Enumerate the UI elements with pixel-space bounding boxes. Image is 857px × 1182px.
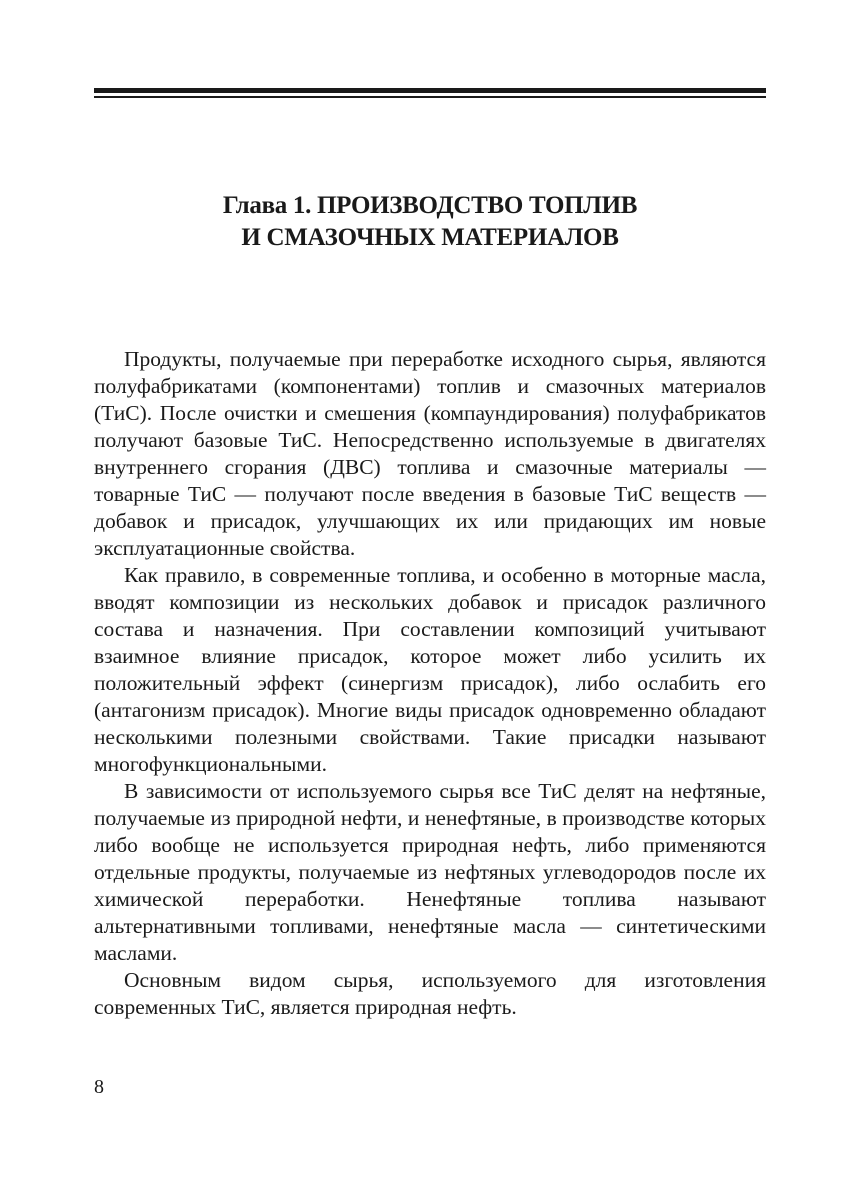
paragraph-1: Продукты, получаемые при переработке исходного сырья, являются полуфабрикатами (компонентами) топлив и смазочных материалов (ТиС). После очистки и смешения (компаундирования) полуфабрикатов получают базовые ТиС. Непосредственно используемые в двигателях внутреннего сгорания (ДВС) топлива и смазочные материалы — товарные ТиС — получают после введения в базовые ТиС веществ — добавок и присадок, улучшающих их или придающих им новые эксплуатационные свойства. — [94, 347, 766, 560]
paragraph-4: Основным видом сырья, используемого для изготовления современных ТиС, является природная нефть. — [94, 968, 766, 1019]
chapter-title-line-2: И СМАЗОЧНЫХ МАТЕРИАЛОВ — [241, 224, 619, 251]
paragraph-3: В зависимости от используемого сырья все ТиС делят на нефтяные, получаемые из природной нефти, и ненефтяные, в производстве которых либо вообще не используется природная нефть, либо применяются отдельные продукты, получаемые из нефтяных углеводородов после их химической переработки. Ненефтяные топлива называют альтернативными топливами, ненефтяные масла — синтетическими маслами. — [94, 779, 766, 965]
chapter-title-line-1: Глава 1. ПРОИЗВОДСТВО ТОПЛИВ — [222, 192, 638, 219]
paragraph-2: Как правило, в современные топлива, и особенно в моторные масла, вводят композиции из нескольких добавок и присадок различного состава и назначения. При составлении композиций учитывают взаимное влияние присадок, которое может либо усилить их положительный эффект (синергизм присадок), либо ослабить его (антагонизм присадок). Многие виды присадок одновременно обладают несколькими полезными свойствами. Такие присадки называют многофункциональными. — [94, 563, 766, 776]
header-rule-thick — [94, 88, 766, 93]
body-text — [94, 346, 766, 1021]
header-rule-thin — [94, 96, 766, 98]
page-number: 8 — [94, 1076, 104, 1098]
chapter-title — [94, 190, 766, 254]
